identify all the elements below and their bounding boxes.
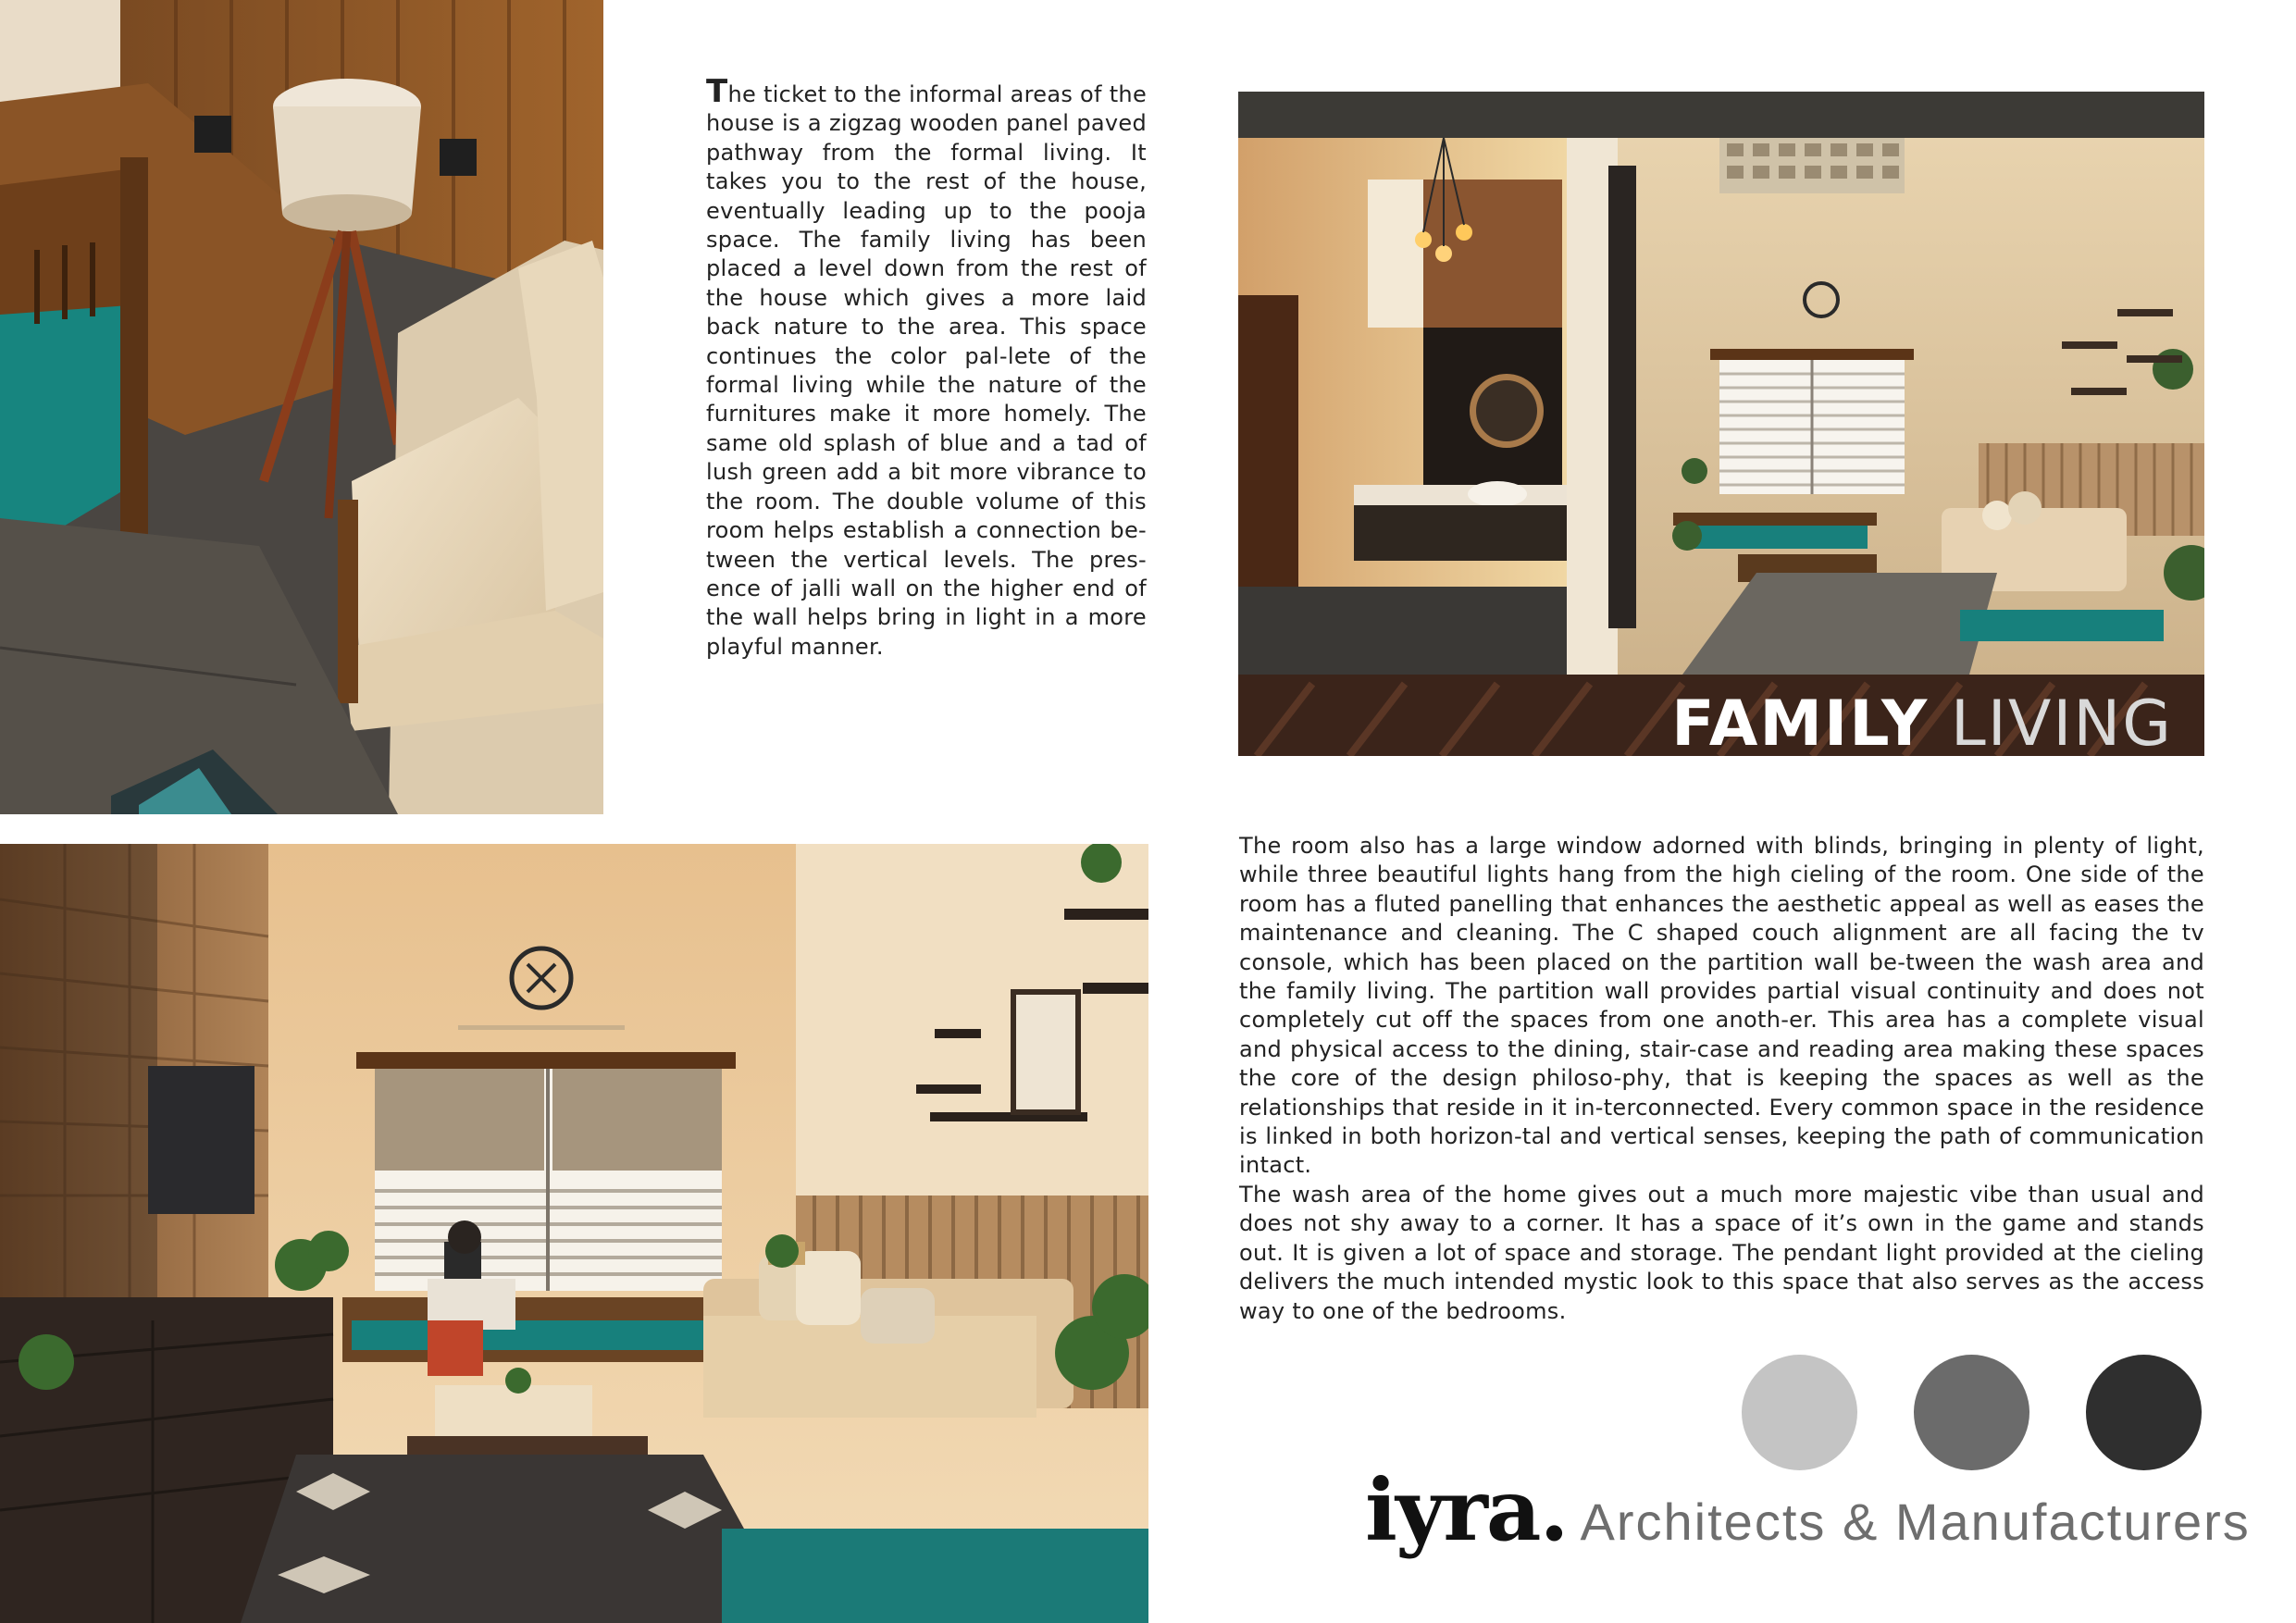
brand-signature xyxy=(1365,1460,2251,1562)
family-living-title xyxy=(1671,688,2173,756)
armchair-lamp-photo xyxy=(0,0,603,814)
intro-body: he ticket to the informal areas of the house is a zigzag wooden panel paved pathway from the formal living. It takes you to the rest of the house, eventually leading up to the pooja space. The family living has been placed a level down from the rest of the house which gives a more laid back nature to the area. This space continues the color pal-lete of the formal living while the nature of the furnitures make it more homely. The same old splash of blue and a tad of lush green add a bit more vibrance to the room. The double volume of this room helps establish a connection be-tween the vertical levels. The pres-ence of jalli wall on the higher end of the wall helps bring in light in a more playful manner. xyxy=(706,81,1148,660)
brand-logo: iyra. xyxy=(1365,1460,1568,1560)
brand-tagline: Architects & Manufacturers xyxy=(1580,1493,2251,1551)
family-living-photo xyxy=(1238,92,2204,756)
palette-swatch-light xyxy=(1742,1355,1857,1470)
room-paragraph-2: The wash area of the home gives out a much more majestic vibe than usual and does not shy away to a corner. It has a space of it’s own in the game and stands out. It is given a lot of space and storage. The pendant light provided at the cieling delivers the much intended mystic look to this space that also serves as the access way to one of the bedrooms. xyxy=(1239,1181,2204,1324)
room-description xyxy=(1239,832,2204,1326)
title-word-living: LIVING xyxy=(1950,688,2173,756)
intro-paragraph xyxy=(706,73,1148,662)
palette-swatch-dark xyxy=(2086,1355,2202,1470)
room-paragraph-1: The room also has a large window adorned with blinds, bringing in plenty of light, while three beautiful lights hang from the high cieling of the room. One side of the room has a fluted panelling that enhances the aesthetic appeal as well as eases the maintenance and cleaning. The C shaped couch alignment are all facing the tv console, which has been placed on the partition wall be-tween the wash area and the family living. The partition wall provides partial visual continuity and does not completely cut off the spaces from one anoth-er. This area has a complete visual and physical access to the dining, stair-case and reading area making these spaces the core of the design philoso-phy, that is keeping the spaces as well as the relationships that reside in it in-terconnected. Every common space in the residence is linked in both horizon-tal and vertical senses, keeping the path of communication intact. xyxy=(1239,833,2204,1179)
drop-cap: T xyxy=(706,73,728,110)
living-room-photo xyxy=(0,844,1148,1623)
palette-swatch-mid xyxy=(1914,1355,2029,1470)
title-word-family: FAMILY xyxy=(1671,688,1930,756)
